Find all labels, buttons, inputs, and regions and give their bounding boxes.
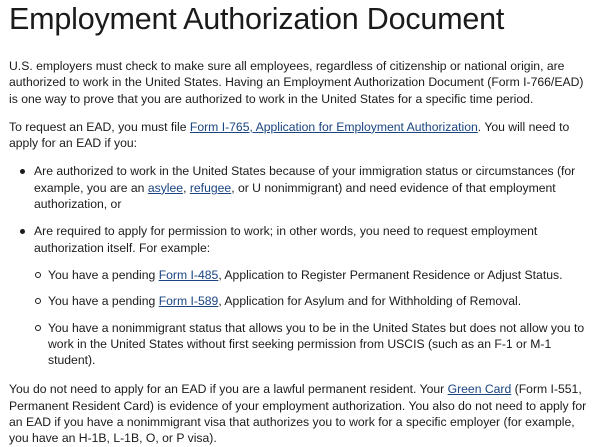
green-card-link[interactable]: Green Card: [447, 382, 512, 397]
request-text-before: To request an EAD, you must file: [9, 119, 190, 134]
form-i485-link[interactable]: Form I-485: [158, 267, 219, 282]
request-text-after: . You will need to apply for an EAD if you:: [9, 119, 570, 151]
bullet2-text: Are required to apply for permission to work; in other words, you need to request employment authorization itself. For example:: [34, 224, 538, 255]
sub-item-i589: [48, 293, 591, 309]
closing-text-before: You do not need to apply for an EAD if you are a lawful permanent resident. Your: [9, 382, 448, 397]
sub-item-nonimmigrant: You have a nonimmigrant status that allows you to be in the United States but does not allow you to work in the United States without first seeking permission from USCIS (such as an F-1 or M-1 student).: [48, 320, 591, 369]
bullet1-text-before: Are authorized to work in the United States because of your immigration status or circumstances (for example, you are an: [34, 164, 576, 195]
sub2-text-before: You have a pending: [48, 294, 159, 309]
closing-text-after: (Form I-551, Permanent Resident Card) is evidence of your employment authorization. You also do not need to apply for an EAD if you have a nonimmigrant visa that authorizes you to work for a specific employer (for example, you have an H-1B, L-1B, O, or P visa).: [9, 382, 587, 446]
form-i589-link[interactable]: Form I-589: [158, 294, 219, 309]
list-item-authorized: [34, 163, 591, 212]
request-paragraph: [9, 119, 591, 152]
sub2-text-after: , Application for Asylum and for Withholding of Removal.: [218, 294, 522, 309]
sub1-text-before: You have a pending: [48, 267, 159, 282]
closing-paragraph: [9, 381, 591, 446]
eligibility-list: [9, 163, 591, 368]
example-list: [34, 267, 591, 368]
page-title: Employment Authorization Document: [9, 2, 505, 36]
intro-paragraph: U.S. employers must check to make sure all employees, regardless of citizenship or national origin, are authorized to work in the United States. Having an Employment Authorization Document (Form I-766/EAD) is one way to prove that you are authorized to work in the United States for a specific time period.: [9, 59, 584, 106]
sub1-text-after: , Application to Register Permanent Residence or Adjust Status.: [218, 267, 563, 282]
bullet1-text-after: , or U nonimmigrant) and need evidence of that employment authorization, or: [34, 180, 556, 212]
bullet1-separator: ,: [183, 180, 190, 195]
sub-item-i485: [48, 267, 591, 283]
refugee-link[interactable]: refugee: [189, 180, 232, 195]
asylee-link[interactable]: asylee: [147, 180, 184, 195]
form-i765-link[interactable]: Form I-765, Application for Employment Authorization: [189, 119, 478, 134]
list-item-required: [34, 223, 591, 368]
